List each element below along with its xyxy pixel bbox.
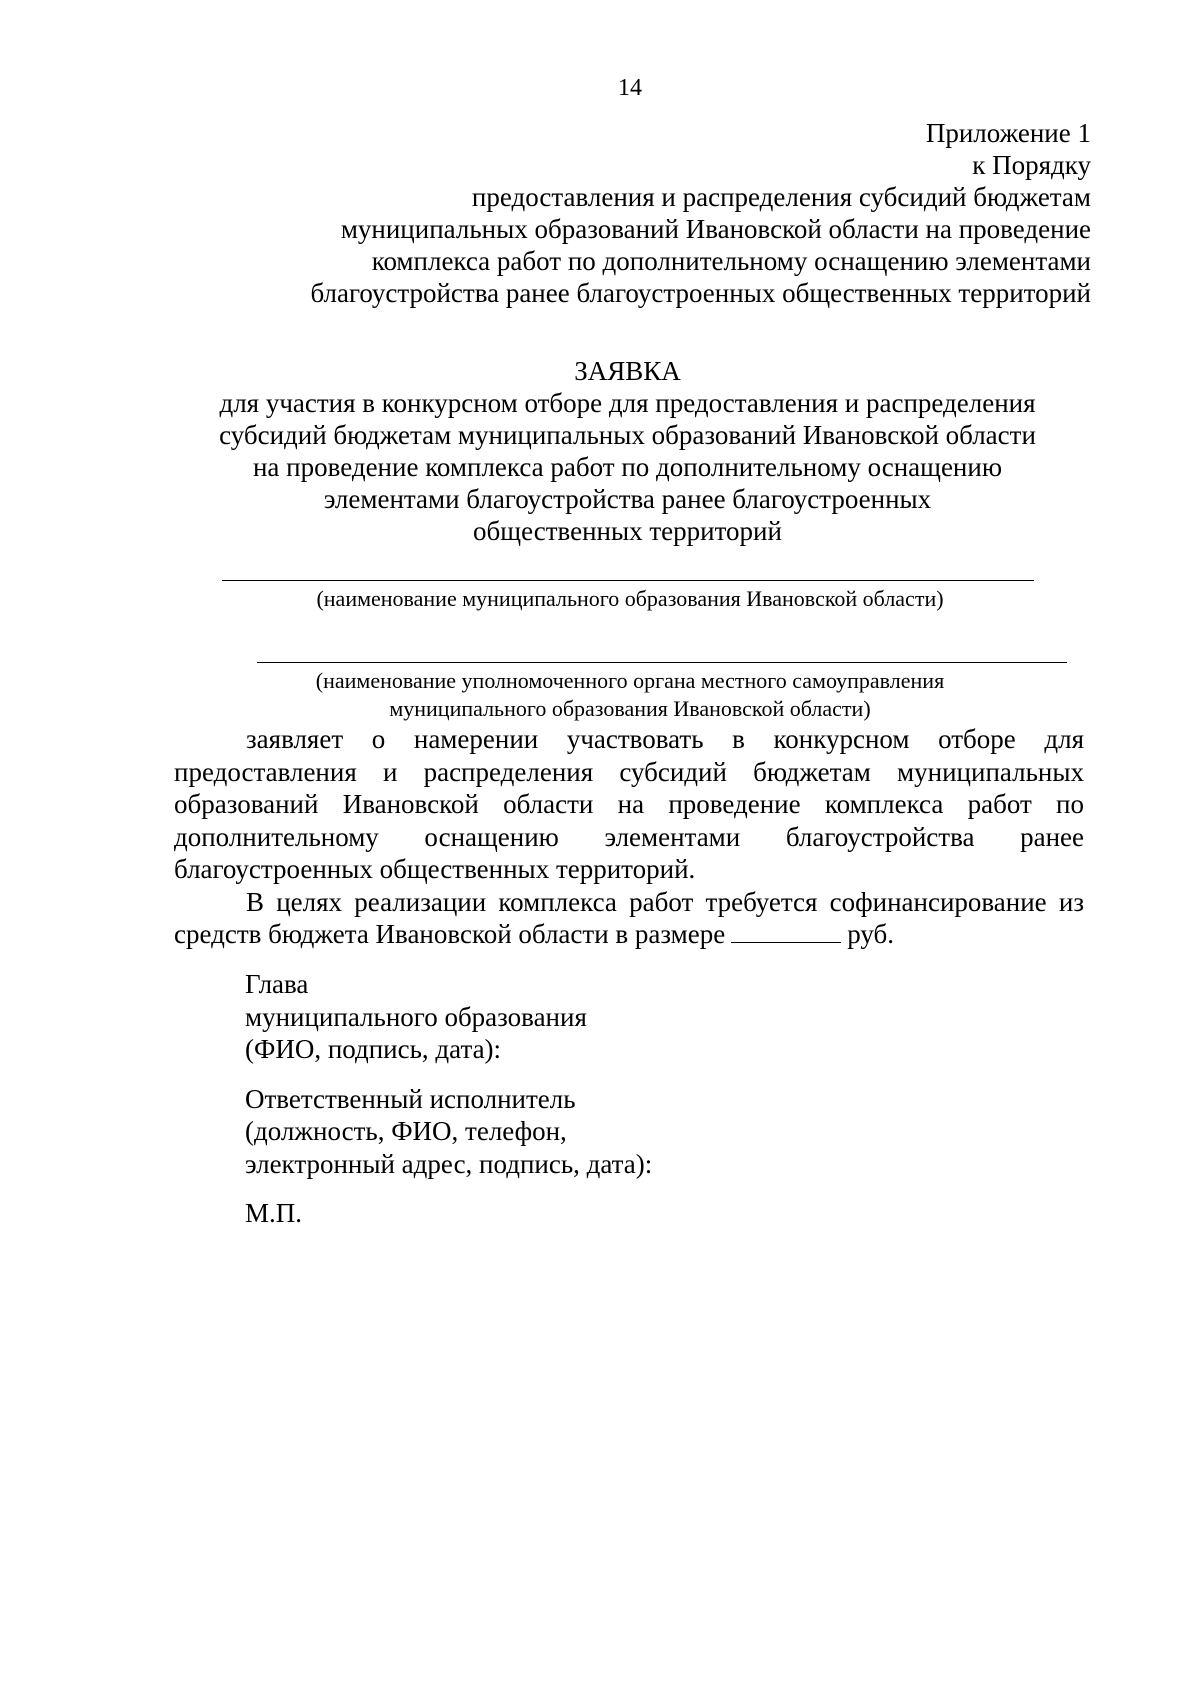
cofinancing-paragraph — [174, 886, 1084, 951]
authority-name-caption — [250, 667, 1010, 723]
municipality-name-caption: (наименование муниципального образования Ивановской области) — [316, 586, 944, 611]
document-subtitle — [130, 387, 1125, 547]
subtitle-line: общественных территорий — [473, 516, 782, 546]
document-title: ЗАЯВКА — [574, 356, 681, 386]
stamp-block — [245, 1197, 945, 1230]
signature-section — [245, 968, 945, 1247]
subtitle-line: на проведение комплекса работ по дополнительному оснащению — [252, 452, 1002, 482]
appendix-line: к Порядку — [972, 150, 1091, 180]
application-body — [174, 723, 1084, 951]
application-title-block — [130, 355, 1125, 547]
stamp-label: М.П. — [245, 1198, 303, 1228]
signature-line: муниципального образования — [245, 1001, 587, 1032]
intent-paragraph: заявляет о намерении участвовать в конкурсном отборе для предоставления и распределения субсидий бюджетам муниципальных образований Ивановской области на проведение комплекса работ по дополнительному оснащению элементами благоустройства ранее благоустроенных общественных территорий. — [174, 724, 1084, 884]
appendix-line: благоустройства ранее благоустроенных общественных территорий — [310, 278, 1091, 308]
page-number: 14 — [618, 75, 642, 101]
authority-name-blank — [257, 662, 1067, 663]
cofinancing-text: В целях реализации комплекса работ требуется софинансирование из средств бюджета Ивановской области в размере — [174, 886, 1084, 949]
signature-line: Ответственный исполнитель — [245, 1083, 576, 1114]
signature-line: Глава — [245, 969, 309, 999]
appendix-line: предоставления и распределения субсидий бюджетам — [471, 182, 1091, 212]
appendix-line: комплекса работ по дополнительному оснащению элементами — [371, 246, 1091, 276]
appendix-header — [191, 117, 1091, 309]
subtitle-line: для участия в конкурсном отборе для предоставления и распределения — [219, 388, 1036, 418]
signature-line: (ФИО, подпись, дата): — [245, 1034, 502, 1064]
municipality-name-blank — [222, 580, 1034, 581]
executor-signature-block — [245, 1083, 945, 1181]
appendix-line: муниципальных образований Ивановской области на проведение — [340, 214, 1091, 244]
subtitle-line: элементами благоустройства ранее благоустроенных — [323, 484, 932, 514]
head-signature-block — [245, 968, 945, 1066]
signature-line: (должность, ФИО, телефон, — [245, 1116, 567, 1146]
currency-text: руб. — [847, 919, 895, 949]
signature-line: электронный адрес, подпись, дата): — [245, 1148, 653, 1179]
subtitle-line: субсидий бюджетам муниципальных образований Ивановской области — [219, 420, 1036, 450]
authority-caption-line: (наименование уполномоченного органа местного самоуправления — [315, 668, 945, 693]
authority-caption-line: муниципального образования Ивановской области) — [389, 696, 871, 721]
amount-blank — [731, 920, 841, 943]
appendix-line: Приложение 1 — [925, 118, 1091, 148]
